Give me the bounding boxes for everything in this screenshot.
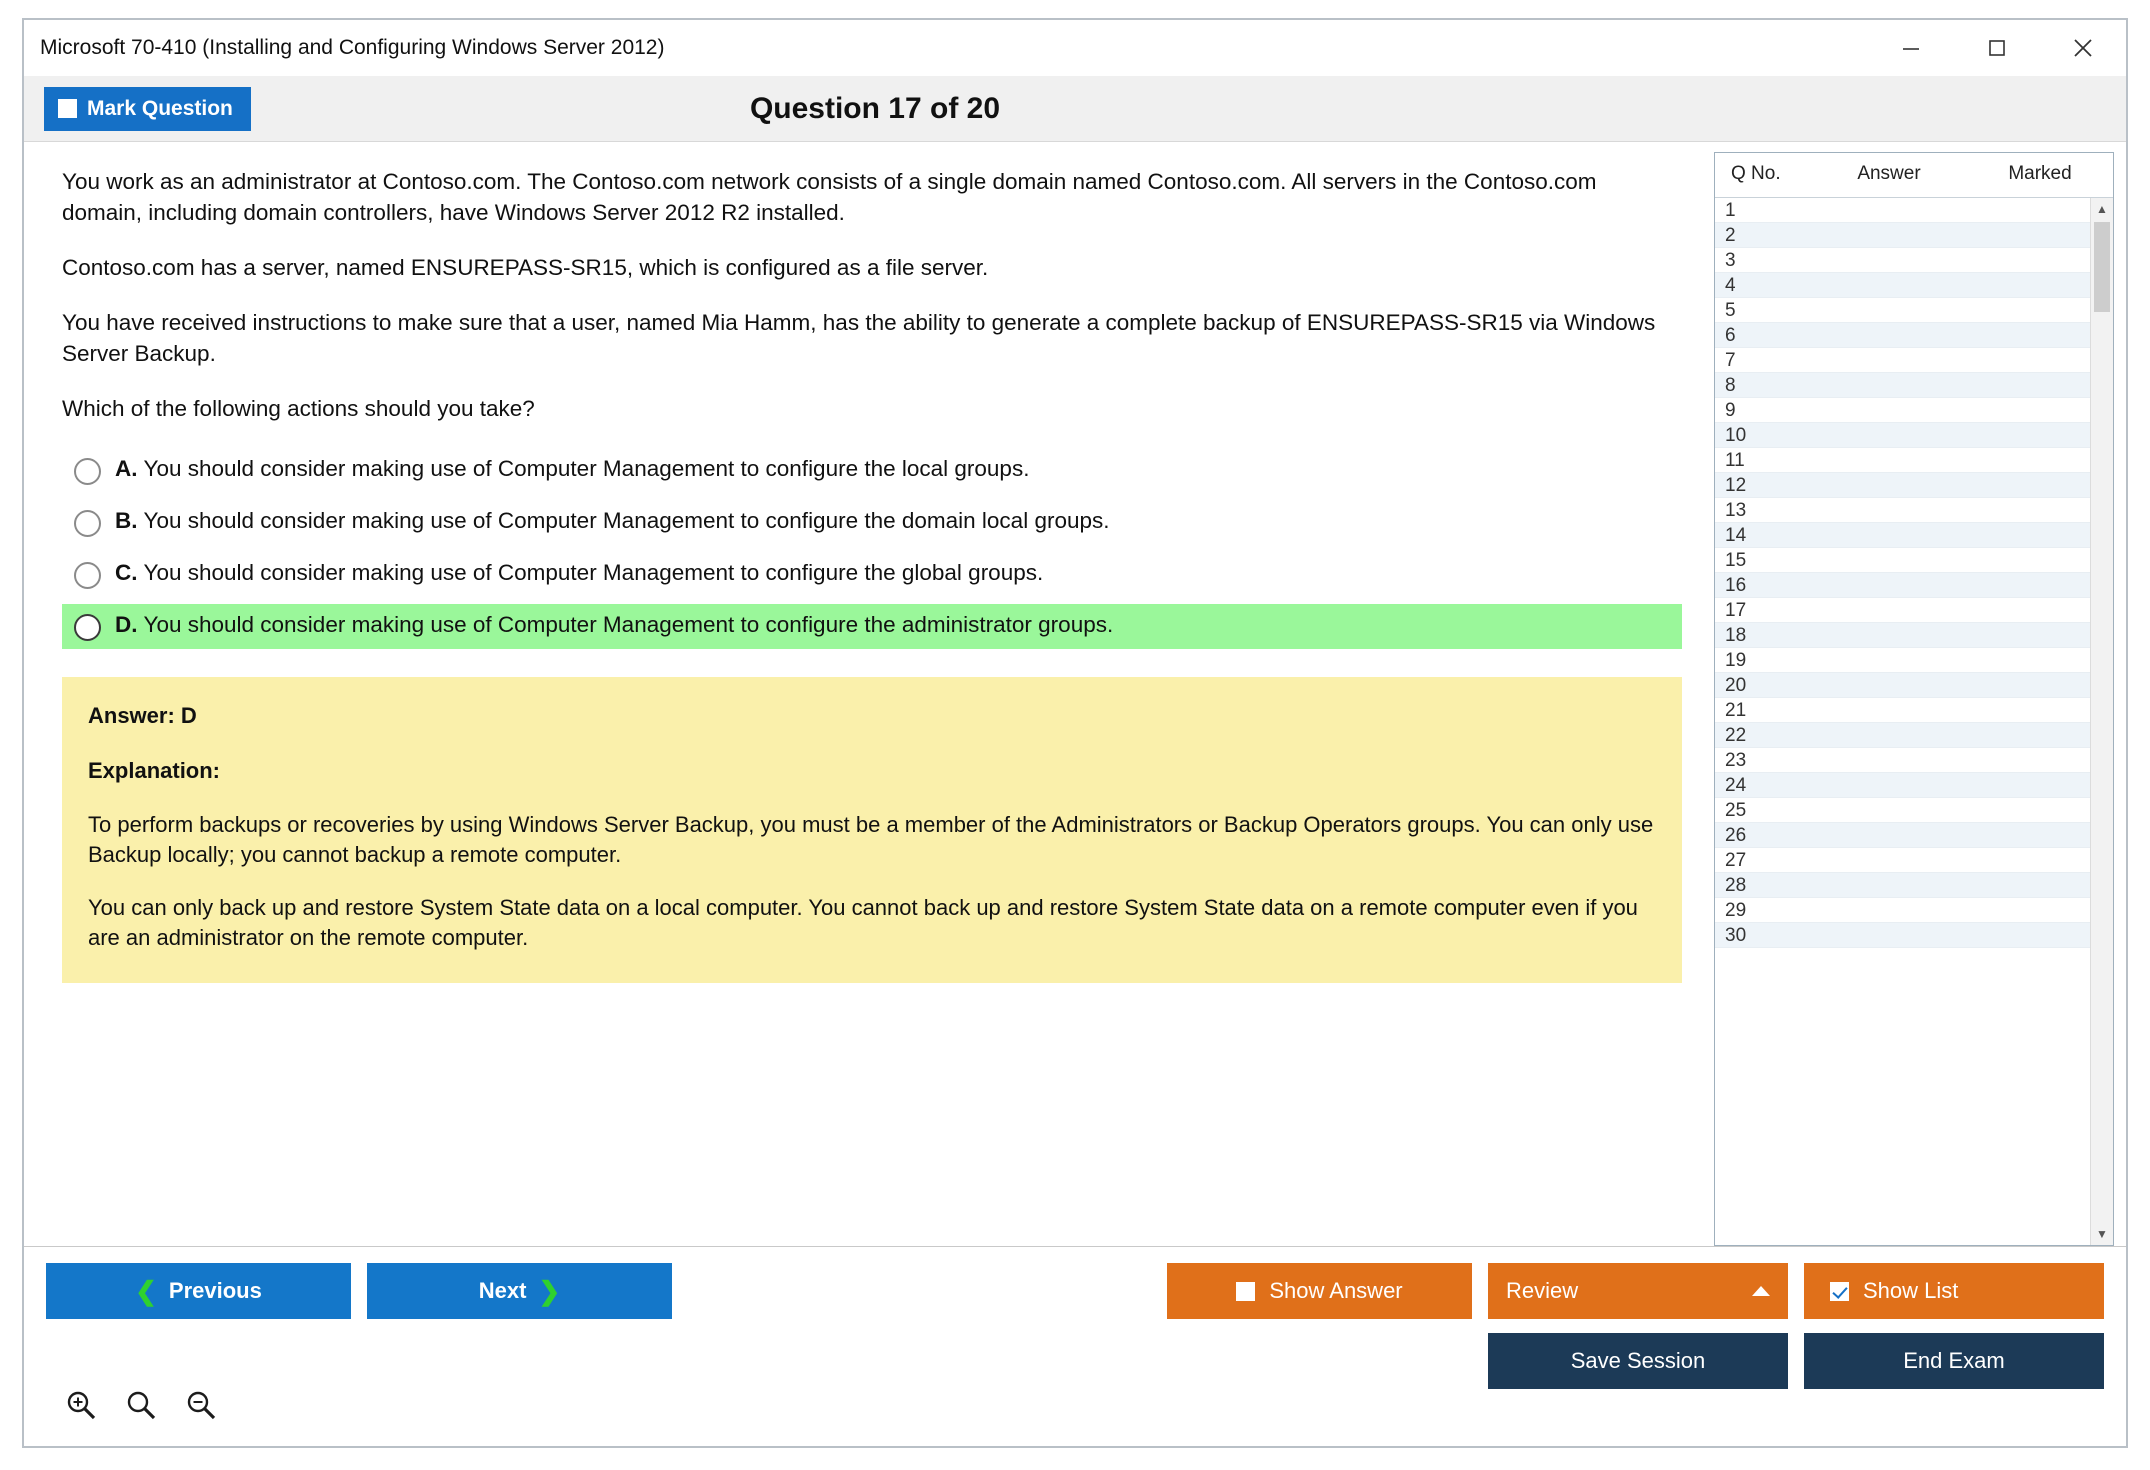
question-list-row[interactable] xyxy=(1715,923,2090,948)
question-marked xyxy=(1960,923,2090,947)
question-answer xyxy=(1795,923,1960,947)
question-answer xyxy=(1795,273,1960,297)
question-number: 10 xyxy=(1725,425,1747,446)
answer-label: Answer: D xyxy=(88,703,197,729)
question-marked xyxy=(1960,448,2090,472)
question-list-row[interactable] xyxy=(1715,448,2090,473)
radio-icon[interactable] xyxy=(74,510,101,537)
question-answer xyxy=(1795,523,1960,547)
question-list-row[interactable] xyxy=(1715,198,2090,223)
option-letter: A. xyxy=(115,456,138,482)
question-answer xyxy=(1795,298,1960,322)
question-list-scrollbar[interactable] xyxy=(2090,198,2113,1245)
answer-option-d[interactable] xyxy=(62,604,1682,649)
question-list-row[interactable] xyxy=(1715,373,2090,398)
question-answer xyxy=(1795,423,1960,447)
question-number: 25 xyxy=(1725,800,1747,821)
option-body: You should consider making use of Computer Management to configure the local groups. xyxy=(143,456,1030,482)
question-number: 11 xyxy=(1725,450,1745,471)
question-answer xyxy=(1795,548,1960,572)
question-list-row[interactable] xyxy=(1715,423,2090,448)
question-answer xyxy=(1795,823,1960,847)
exam-window xyxy=(22,18,2128,1448)
question-answer xyxy=(1795,598,1960,622)
question-number: 27 xyxy=(1725,850,1747,871)
show-answer-button[interactable] xyxy=(1167,1263,1472,1319)
question-number: 4 xyxy=(1725,275,1736,296)
column-marked: Marked xyxy=(2008,163,2072,184)
question-answer xyxy=(1795,198,1960,222)
question-marked xyxy=(1960,423,2090,447)
question-paragraph: Which of the following actions should you take? xyxy=(62,396,535,422)
end-exam-label: End Exam xyxy=(1903,1348,2005,1373)
question-number: 1 xyxy=(1725,200,1736,221)
question-number: 8 xyxy=(1725,375,1736,396)
question-list-row[interactable] xyxy=(1715,623,2090,648)
show-answer-checkbox-icon xyxy=(1236,1282,1255,1301)
mark-question-button[interactable] xyxy=(44,87,251,131)
question-list-panel xyxy=(1714,152,2114,1246)
question-marked xyxy=(1960,623,2090,647)
question-marked xyxy=(1960,748,2090,772)
question-number: 18 xyxy=(1725,625,1747,646)
title-bar xyxy=(24,20,2126,76)
answer-option-text xyxy=(115,560,1043,586)
question-list-row[interactable] xyxy=(1715,298,2090,323)
save-session-button[interactable] xyxy=(1488,1333,1788,1389)
question-list-row[interactable] xyxy=(1715,773,2090,798)
column-answer: Answer xyxy=(1857,163,1921,184)
question-marked xyxy=(1960,398,2090,422)
question-list-row[interactable] xyxy=(1715,248,2090,273)
answer-option-c[interactable] xyxy=(62,552,1682,597)
question-list-row[interactable] xyxy=(1715,473,2090,498)
question-number: 23 xyxy=(1725,750,1747,771)
window-title: Microsoft 70-410 (Installing and Configuring Windows Server 2012) xyxy=(40,36,665,59)
close-icon[interactable] xyxy=(2040,20,2126,76)
question-marked xyxy=(1960,198,2090,222)
previous-button[interactable] xyxy=(46,1263,351,1319)
question-counter: Question 17 of 20 xyxy=(749,91,1001,125)
question-answer xyxy=(1795,323,1960,347)
question-list-row[interactable] xyxy=(1715,348,2090,373)
radio-icon[interactable] xyxy=(74,614,101,641)
question-list[interactable] xyxy=(1715,198,2090,1245)
option-letter: C. xyxy=(115,560,138,586)
main-body xyxy=(24,142,2126,1246)
show-list-checkbox-icon xyxy=(1830,1282,1849,1301)
question-number: 12 xyxy=(1725,475,1747,496)
question-answer xyxy=(1795,748,1960,772)
question-number: 29 xyxy=(1725,900,1747,921)
question-answer xyxy=(1795,873,1960,897)
radio-icon[interactable] xyxy=(74,458,101,485)
question-number: 20 xyxy=(1725,675,1747,696)
question-answer xyxy=(1795,498,1960,522)
show-list-button[interactable] xyxy=(1804,1263,2104,1319)
zoom-out-icon[interactable] xyxy=(184,1388,218,1422)
question-answer xyxy=(1795,773,1960,797)
question-marked xyxy=(1960,298,2090,322)
question-list-row[interactable] xyxy=(1715,898,2090,923)
question-marked xyxy=(1960,573,2090,597)
chevron-left-icon: ❮ xyxy=(135,1275,157,1306)
question-answer xyxy=(1795,373,1960,397)
answer-option-b[interactable] xyxy=(62,500,1682,545)
question-number: 21 xyxy=(1725,700,1747,721)
question-answer xyxy=(1795,698,1960,722)
question-list-row[interactable] xyxy=(1715,573,2090,598)
question-list-header xyxy=(1715,153,2113,198)
review-label: Review xyxy=(1506,1278,1579,1303)
question-marked xyxy=(1960,273,2090,297)
question-answer xyxy=(1795,648,1960,672)
question-marked xyxy=(1960,648,2090,672)
question-answer xyxy=(1795,723,1960,747)
question-list-row[interactable] xyxy=(1715,823,2090,848)
zoom-icon[interactable] xyxy=(124,1388,158,1422)
question-answer xyxy=(1795,848,1960,872)
question-list-row[interactable] xyxy=(1715,273,2090,298)
caret-up-icon xyxy=(1752,1286,1770,1296)
question-number: 13 xyxy=(1725,500,1747,521)
column-qno: Q No. xyxy=(1731,163,1781,184)
question-marked xyxy=(1960,873,2090,897)
question-number: 30 xyxy=(1725,925,1747,946)
question-number: 14 xyxy=(1725,525,1747,546)
radio-icon[interactable] xyxy=(74,562,101,589)
question-answer xyxy=(1795,623,1960,647)
chevron-right-icon: ❯ xyxy=(538,1275,561,1306)
question-marked xyxy=(1960,373,2090,397)
question-list-row[interactable] xyxy=(1715,723,2090,748)
question-list-row[interactable] xyxy=(1715,223,2090,248)
question-list-row[interactable] xyxy=(1715,398,2090,423)
question-number: 9 xyxy=(1725,400,1736,421)
save-session-label: Save Session xyxy=(1570,1348,1706,1373)
question-list-row[interactable] xyxy=(1715,323,2090,348)
next-button[interactable] xyxy=(367,1263,672,1319)
question-paragraph: Contoso.com has a server, named ENSUREPASS-SR15, which is configured as a file server. xyxy=(62,255,989,281)
option-body: You should consider making use of Computer Management to configure the domain local groups. xyxy=(143,508,1110,534)
show-list-label: Show List xyxy=(1863,1278,1959,1303)
question-number: 19 xyxy=(1725,650,1747,671)
question-marked xyxy=(1960,223,2090,247)
zoom-in-icon[interactable] xyxy=(64,1388,98,1422)
question-answer xyxy=(1795,348,1960,372)
option-letter: D. xyxy=(115,612,138,638)
explanation-paragraph: You can only back up and restore System State data on a local computer. You cannot back up and restore System State data on a remote computer even if you are an administrator on the remote computer. xyxy=(88,894,1638,951)
question-list-row[interactable] xyxy=(1715,498,2090,523)
footer-secondary-row xyxy=(46,1333,2104,1389)
question-marked xyxy=(1960,773,2090,797)
maximize-icon[interactable] xyxy=(1954,20,2040,76)
answer-option-text xyxy=(115,456,1029,482)
question-number: 6 xyxy=(1725,325,1736,346)
question-number: 24 xyxy=(1725,775,1747,796)
question-marked xyxy=(1960,248,2090,272)
question-marked xyxy=(1960,823,2090,847)
question-list-row[interactable] xyxy=(1715,873,2090,898)
option-body: You should consider making use of Computer Management to configure the administrator groups. xyxy=(143,612,1114,638)
question-marked xyxy=(1960,473,2090,497)
question-answer xyxy=(1795,448,1960,472)
question-answer xyxy=(1795,673,1960,697)
question-marked xyxy=(1960,523,2090,547)
question-marked xyxy=(1960,798,2090,822)
question-number: 22 xyxy=(1725,725,1747,746)
scroll-down-icon[interactable]: ▼ xyxy=(2096,1227,2108,1241)
footer-toolbar xyxy=(24,1246,2126,1446)
question-number: 17 xyxy=(1725,600,1747,621)
question-number: 28 xyxy=(1725,875,1747,896)
answer-option-a[interactable] xyxy=(62,448,1682,493)
question-answer xyxy=(1795,898,1960,922)
question-answer xyxy=(1795,398,1960,422)
question-header xyxy=(24,76,2126,142)
explanation-panel xyxy=(62,677,1682,983)
question-marked xyxy=(1960,323,2090,347)
question-number: 16 xyxy=(1725,575,1747,596)
footer-primary-row xyxy=(46,1263,2104,1319)
question-answer xyxy=(1795,798,1960,822)
question-list-body xyxy=(1715,198,2113,1245)
question-content xyxy=(24,142,1708,1246)
window-controls xyxy=(1868,20,2126,76)
question-list-row[interactable] xyxy=(1715,523,2090,548)
question-answer xyxy=(1795,573,1960,597)
question-marked xyxy=(1960,598,2090,622)
mark-question-label: Mark Question xyxy=(87,96,233,120)
question-list-row[interactable] xyxy=(1715,748,2090,773)
next-label: Next xyxy=(478,1278,527,1303)
end-exam-button[interactable] xyxy=(1804,1333,2104,1389)
question-number: 26 xyxy=(1725,825,1747,846)
question-list-row[interactable] xyxy=(1715,698,2090,723)
question-marked xyxy=(1960,898,2090,922)
question-list-row[interactable] xyxy=(1715,798,2090,823)
question-list-row[interactable] xyxy=(1715,848,2090,873)
answer-option-text xyxy=(115,508,1110,534)
previous-label: Previous xyxy=(168,1278,262,1303)
question-marked xyxy=(1960,348,2090,372)
question-number: 7 xyxy=(1725,350,1736,371)
question-answer xyxy=(1795,473,1960,497)
question-list-row[interactable] xyxy=(1715,548,2090,573)
question-number: 3 xyxy=(1725,250,1736,271)
question-paragraph: You have received instructions to make sure that a user, named Mia Hamm, has the ability to generate a complete backup of ENSUREPASS-SR15 via Windows Server Backup. xyxy=(62,310,1656,367)
option-body: You should consider making use of Computer Management to configure the global groups. xyxy=(143,560,1044,586)
question-marked xyxy=(1960,723,2090,747)
answer-option-text xyxy=(115,612,1113,638)
question-number: 5 xyxy=(1725,300,1736,321)
question-list-row[interactable] xyxy=(1715,648,2090,673)
show-answer-label: Show Answer xyxy=(1269,1278,1403,1303)
mark-question-checkbox-icon xyxy=(58,99,77,118)
question-paragraph: You work as an administrator at Contoso.com. The Contoso.com network consists of a single domain named Contoso.com. All servers in the Contoso.com domain, including domain controllers, have Windows Server 2012 R2 installed. xyxy=(62,169,1597,226)
review-button[interactable] xyxy=(1488,1263,1788,1319)
question-marked xyxy=(1960,673,2090,697)
explanation-paragraph: To perform backups or recoveries by using Windows Server Backup, you must be a member of the Administrators or Backup Operators groups. You can only use Backup locally; you cannot backup a remote computer. xyxy=(88,812,1654,868)
zoom-controls xyxy=(64,1388,218,1422)
answer-options xyxy=(62,448,1682,649)
question-marked xyxy=(1960,698,2090,722)
question-number: 15 xyxy=(1725,550,1747,571)
question-list-row[interactable] xyxy=(1715,598,2090,623)
option-letter: B. xyxy=(115,508,138,534)
question-list-row[interactable] xyxy=(1715,673,2090,698)
question-marked xyxy=(1960,498,2090,522)
explanation-label: Explanation: xyxy=(88,757,221,783)
scrollbar-thumb[interactable] xyxy=(2094,222,2110,312)
question-answer xyxy=(1795,248,1960,272)
question-answer xyxy=(1795,223,1960,247)
question-marked xyxy=(1960,848,2090,872)
minimize-icon[interactable] xyxy=(1868,20,1954,76)
question-marked xyxy=(1960,548,2090,572)
scroll-up-icon[interactable]: ▲ xyxy=(2096,202,2108,216)
question-number: 2 xyxy=(1725,225,1736,246)
